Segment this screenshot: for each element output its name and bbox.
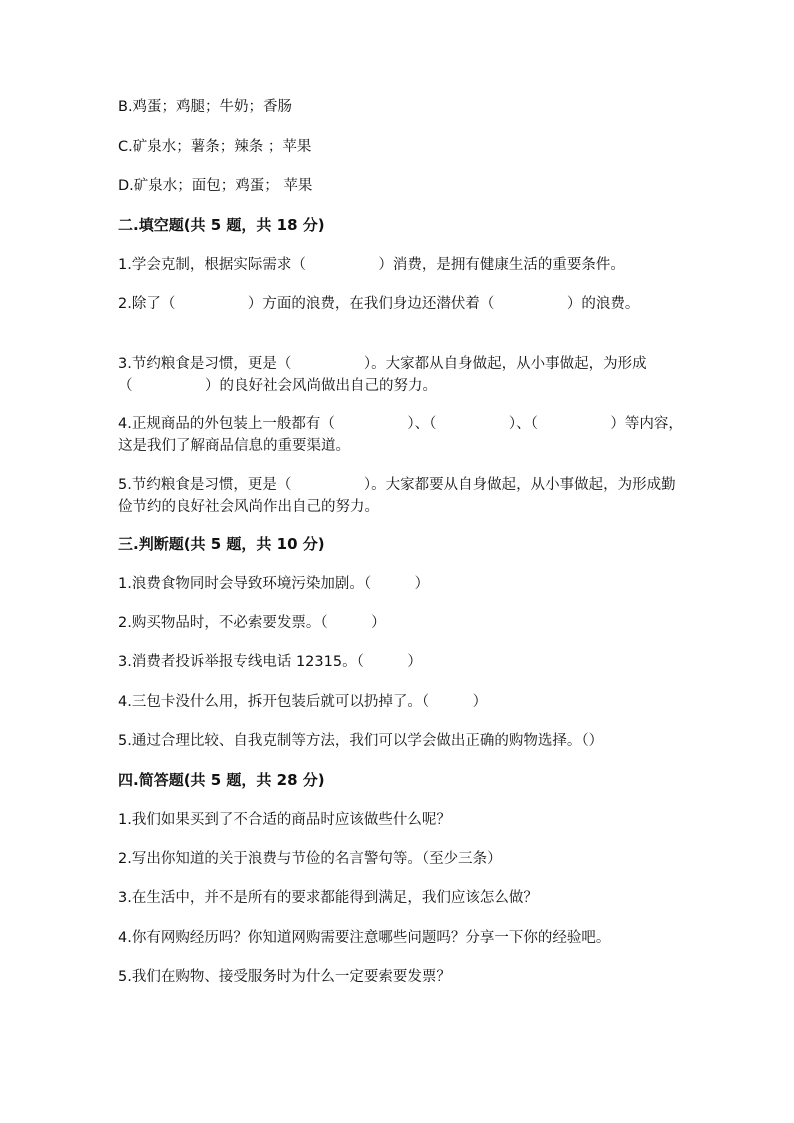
true-false-question-4: 4.三包卡没什么用，拆开包装后就可以扔掉了。（ ） — [118, 694, 488, 710]
section-fill-blank-title: 二.填空题(共 5 题，共 18 分) — [118, 216, 325, 234]
true-false-question-1: 1.浪费食物同时会导致环境污染加剧。（ ） — [118, 576, 430, 592]
fill-blank-question-2: 2.除了（ ）方面的浪费，在我们身边还潜伏着（ ）的浪费。 — [118, 296, 640, 312]
short-answer-question-4: 4.你有网购经历吗？你知道网购需要注意哪些问题吗？分享一下你的经验吧。 — [118, 930, 611, 946]
fill-blank-question-4: 4.正规商品的外包装上一般都有（ ）、（ ）、（ ）等内容，这是我们了解商品信息的重要渠道。 — [118, 416, 683, 454]
fill-blank-question-1: 1.学会克制，根据实际需求（ ）消费，是拥有健康生活的重要条件。 — [118, 257, 625, 273]
fill-blank-question-3: 3.节约粮食是习惯，更是（ ）。大家都从自身做起，从小事做起，为形成（ ）的良好社会风尚做出自己的努力。 — [118, 356, 647, 394]
section-true-false-title: 三.判断题(共 5 题，共 10 分) — [118, 535, 325, 553]
true-false-question-3: 3.消费者投诉举报专线电话 12315。（ ） — [118, 654, 422, 670]
short-answer-question-5: 5.我们在购物、接受服务时为什么一定要索要发票？ — [118, 969, 451, 985]
option-d: D.矿泉水；面包；鸡蛋； 苹果 — [118, 178, 313, 194]
option-c: C.矿泉水；薯条；辣条 ；苹果 — [118, 139, 312, 155]
fill-blank-question-5: 5.节约粮食是习惯，更是（ ）。大家都要从自身做起，从小事做起，为形成勤俭节约的良好社会风尚作出自己的努力。 — [118, 477, 676, 515]
short-answer-question-2: 2.写出你知道的关于浪费与节俭的名言警句等。（至少三条） — [118, 851, 502, 867]
section-short-answer-title: 四.简答题(共 5 题，共 28 分) — [118, 771, 325, 789]
short-answer-question-3: 3.在生活中，并不是所有的要求都能得到满足，我们应该怎么做？ — [118, 890, 538, 906]
true-false-question-2: 2.购买物品时，不必索要发票。（ ） — [118, 615, 386, 631]
true-false-question-5: 5.通过合理比较、自我克制等方法，我们可以学会做出正确的购物选择。（） — [118, 733, 604, 749]
short-answer-question-1: 1.我们如果买到了不合适的商品时应该做些什么呢？ — [118, 812, 451, 828]
option-b: B.鸡蛋；鸡腿；牛奶；香肠 — [118, 99, 293, 115]
